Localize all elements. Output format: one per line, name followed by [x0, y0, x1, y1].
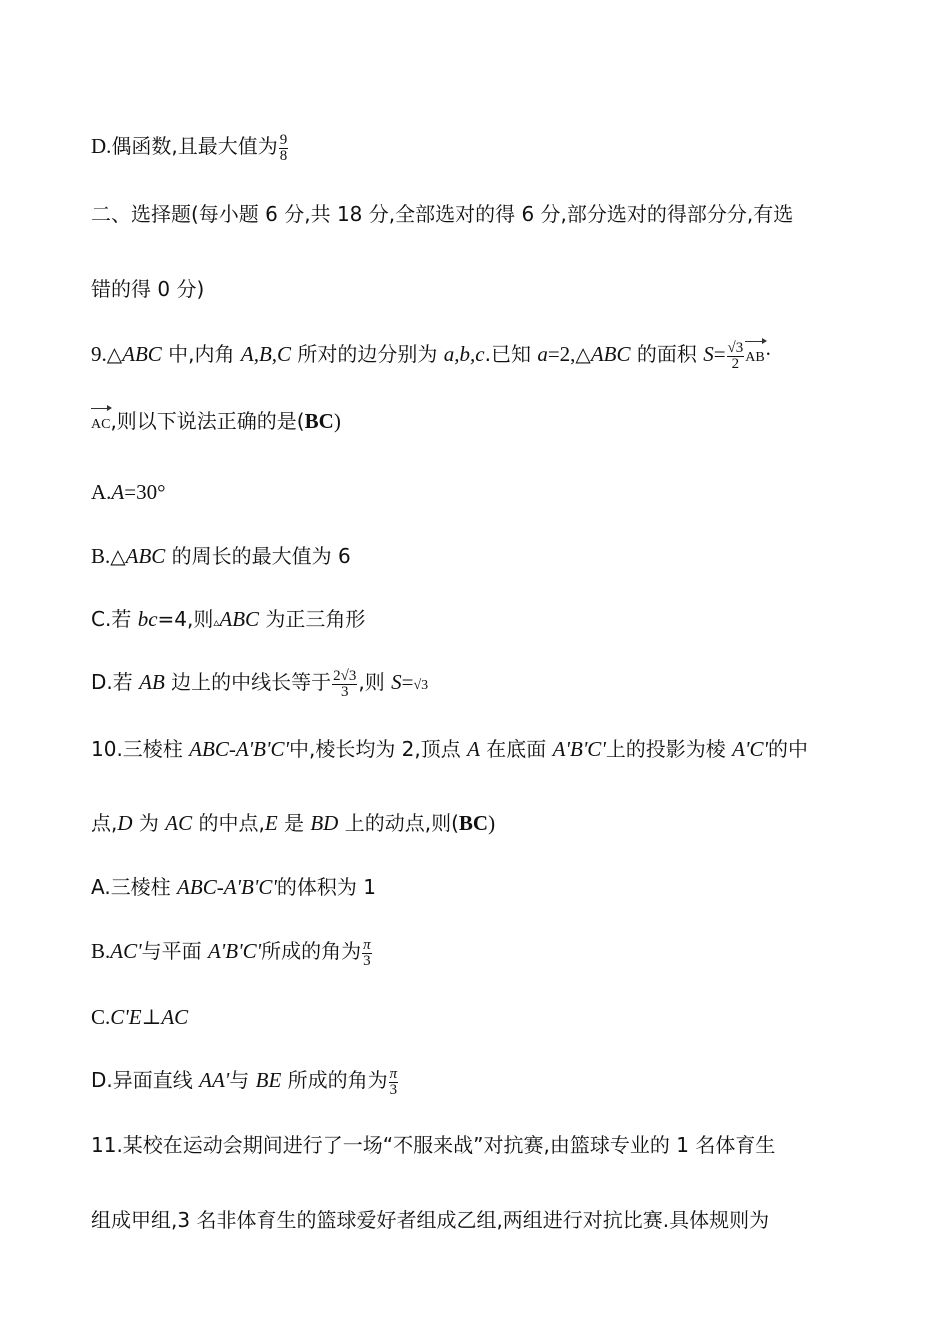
q10-option-b: B.AC'与平面 A'B'C'所成的角为 $\frac{\pi}{3}$ — [91, 936, 371, 969]
q9-line1: 9.△ABC 中,内角 A,B,C 所对的边分别为 a,b,c.已知 a=2,△ABC 的面积 S= $\frac{√3}{2}$ AB· — [91, 339, 772, 372]
q9-line2: AC,则以下说法正确的是(BC) — [91, 405, 341, 439]
q9-option-c: C.若 bc=4,则▵ABC 为正三角形 — [91, 607, 366, 631]
angle-fraction: $\frac{\pi}{3}$ — [363, 936, 371, 969]
vector-ab: AB — [745, 338, 764, 372]
angle-fraction: $\frac{\pi}{3}$ — [389, 1065, 398, 1098]
q9-option-d: D.若 AB 边上的中线长等于 $\frac{2√3}{3}$ ,则 S=√3 — [91, 667, 429, 700]
q10-line2: 点,D 为 AC 的中点,E 是 BD 上的动点,则(BC) — [91, 811, 496, 835]
q11-line2: 组成甲组,3 名非体育生的篮球爱好者组成乙组,两组进行对抗比赛.具体规则为 — [91, 1208, 770, 1232]
fraction: $\frac{9}{8}$ — [279, 131, 288, 164]
prev-option-d: D.偶函数,且最大值为 $\frac{9}{8}$ — [91, 131, 288, 164]
q10-option-a: A.三棱柱 ABC-A'B'C'的体积为 1 — [91, 875, 376, 899]
section-2-heading-line1: 二、选择题(每小题 6 分,共 18 分,全部选对的得 6 分,部分选对的得部分分,有选 — [91, 202, 794, 226]
q10-option-d: D.异面直线 AA'与 BE 所成的角为 $\frac{\pi}{3}$ — [91, 1065, 398, 1098]
q9-option-b: B.△ABC 的周长的最大值为 6 — [91, 544, 351, 568]
q10-line1: 10.三棱柱 ABC-A'B'C'中,棱长均为 2,顶点 A 在底面 A'B'C'上的投影为棱 A'C'的中 — [91, 737, 808, 761]
median-fraction: $\frac{2√3}{3}$ — [333, 667, 357, 700]
q10-option-c: C.C'E⊥AC — [91, 1005, 189, 1029]
area-fraction: $\frac{√3}{2}$ — [727, 339, 744, 372]
section-2-heading-line2: 错的得 0 分) — [91, 277, 205, 301]
q11-line1: 11.某校在运动会期间进行了一场“不服来战”对抗赛,由篮球专业的 1 名体育生 — [91, 1133, 776, 1157]
vector-ac: AC — [91, 405, 110, 439]
q9-option-a: A.A=30° — [91, 480, 166, 504]
